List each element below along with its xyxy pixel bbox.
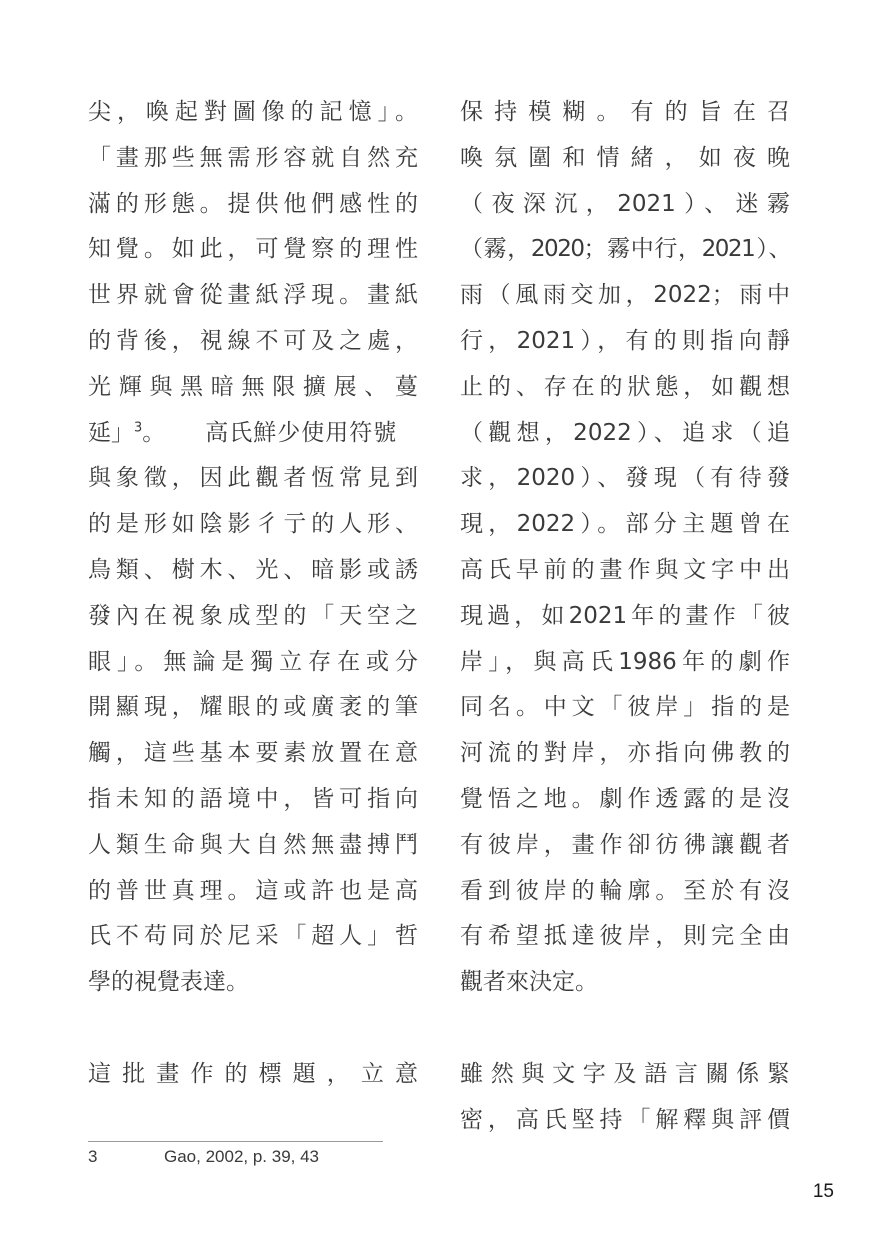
text-line: 眼」。無論是獨立存在或分 [88, 648, 418, 675]
text-line: 有彼岸，畫作卻彷彿讓觀者 [460, 831, 790, 858]
left-text-column [88, 90, 418, 1098]
footnote-number: 3 [88, 1147, 98, 1166]
footnote-divider [88, 1141, 383, 1142]
text-fragment: 高氏鮮少使用符號 [205, 419, 398, 446]
text-line: 現過，如2021年的畫作「彼 [460, 602, 790, 629]
text-line: 氏不苟同於尼采「超人」哲 [88, 923, 418, 950]
text-line: （霧，2020；霧中行，2021）、 [460, 236, 790, 263]
text-line: 光輝與黑暗無限擴展、蔓 [88, 373, 418, 400]
text-line: 知覺。如此，可覺察的理性 [88, 236, 418, 263]
text-line: 這批畫作的標題，立意 [88, 1060, 418, 1087]
text-line: 行，2021），有的則指向靜 [460, 327, 790, 354]
text-line: 覺悟之地。劇作透露的是沒 [460, 785, 790, 812]
text-line: 世界就會從畫紙浮現。畫紙 [88, 282, 418, 309]
text-line: （夜深沉，2021）、迷霧 [460, 190, 790, 217]
text-line: 喚氛圍和情緒，如夜晚 [460, 144, 790, 171]
text-line: 雖然與文字及語言關係緊 [460, 1060, 790, 1087]
text-line: 求，2020）、發現（有待發 [460, 465, 790, 492]
text-line: 同名。中文「彼岸」指的是 [460, 694, 790, 721]
text-fragment: 延」 [88, 419, 134, 446]
text-line: 學的視覺表達。 [88, 969, 249, 996]
text-line: 雨（風雨交加，2022；雨中 [460, 282, 790, 309]
text-line: 的是形如陰影彳亍的人形、 [88, 511, 418, 538]
text-line: 的背後，視線不可及之處， [88, 327, 418, 354]
page-number: 15 [812, 1181, 834, 1202]
text-line: 有希望抵達彼岸，則完全由 [460, 923, 790, 950]
text-line: 看到彼岸的輪廓。至於有沒 [460, 877, 790, 904]
footnote-text: Gao, 2002, p. 39, 43 [164, 1147, 320, 1166]
text-line: 岸」，與高氏1986年的劇作 [460, 648, 790, 675]
paragraph-gap [460, 1006, 790, 1052]
footnote-reference: 3 [134, 419, 143, 435]
text-line: 保持模糊。有的旨在召 [460, 99, 790, 125]
right-text-column [460, 90, 790, 1143]
text-line: 與象徵，因此觀者恆常見到 [88, 465, 418, 492]
footnote [88, 1146, 388, 1168]
text-line: 現，2022）。部分主題曾在 [460, 511, 790, 538]
text-line: 開顯現，耀眼的或廣袤的筆 [88, 694, 418, 721]
text-line: 鳥類、樹木、光、暗影或誘 [88, 556, 418, 583]
text-line: 止的、存在的狀態，如觀想 [460, 373, 790, 400]
text-line: 河流的對岸，亦指向佛教的 [460, 740, 790, 767]
text-line: 滿的形態。提供他們感性的 [88, 190, 418, 217]
text-fragment: 。 [142, 419, 166, 446]
text-line: 發內在視象成型的「天空之 [88, 602, 418, 629]
text-line: 觀者來決定。 [460, 969, 598, 996]
text-line: 人類生命與大自然無盡搏鬥 [88, 831, 418, 858]
text-line: 的普世真理。這或許也是高 [88, 877, 418, 904]
text-line: 指未知的語境中，皆可指向 [88, 785, 418, 812]
text-line: 「畫那些無需形容就自然充 [88, 144, 418, 171]
text-line: 密，高氏堅持「解釋與評價 [460, 1106, 790, 1133]
text-line: （觀想，2022）、追求（追 [460, 419, 790, 446]
text-line: 尖，喚起對圖像的記憶」。 [88, 99, 418, 125]
text-line: 高氏早前的畫作與文字中出 [460, 556, 790, 583]
text-line: 觸，這些基本要素放置在意 [88, 740, 418, 767]
paragraph-gap [88, 1006, 418, 1052]
text-line-with-footnote [88, 411, 418, 457]
